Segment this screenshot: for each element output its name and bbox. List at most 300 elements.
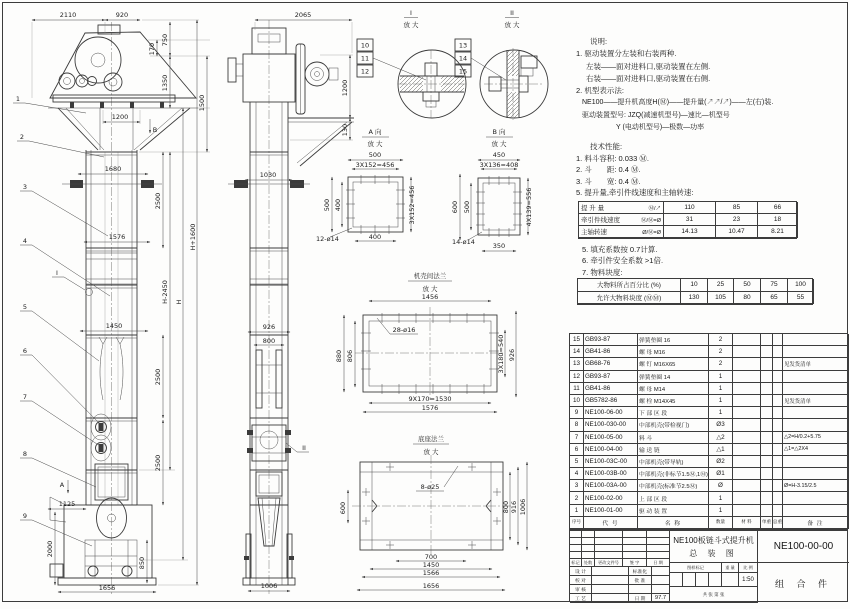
dim-front-2110: 2110: [59, 11, 77, 19]
bom-cell: [773, 383, 783, 395]
bom-cell: [773, 346, 783, 358]
bom-cell: 15: [570, 334, 584, 346]
dim-view-b-holes: 14-ø14: [452, 238, 475, 246]
bom-cell: 中部机壳(带导轨): [638, 456, 709, 468]
bom-cell: [761, 468, 773, 480]
chg-label: 签 字: [623, 559, 647, 567]
tech-title: 技术性能:: [590, 142, 623, 151]
stamp-label: 比 例: [739, 563, 758, 573]
dim-front-h2450: H-2450: [161, 280, 169, 304]
detail-ii-title: II: [510, 9, 514, 17]
perf-value: 10.47: [716, 226, 758, 238]
bom-cell: [783, 346, 849, 358]
balloon-3: 3: [22, 183, 28, 191]
casing-flange-detail: [335, 271, 516, 412]
bom-cell: [773, 407, 783, 419]
stamp-header: [670, 563, 758, 573]
tech-section: [568, 141, 850, 199]
flange-title: 机壳间法兰: [413, 272, 447, 280]
bom-header-cell: 序号: [570, 517, 584, 529]
dim-front-2500c: 2500: [154, 454, 162, 472]
bom-cell: [773, 395, 783, 407]
bom-cell: [761, 334, 773, 346]
bom-cell: [733, 358, 761, 370]
dim-view-a-400-left: 400: [334, 198, 342, 212]
bom-cell: 6: [570, 444, 584, 456]
bom-cell: GB41-86: [584, 383, 638, 395]
view-b-title: B 向: [492, 128, 506, 136]
bom-cell: 驱 动 装 置: [638, 505, 709, 517]
tech-line: 3. 斗 宽: 0.4 Ⓜ.: [576, 176, 641, 186]
lump-value: 130: [681, 292, 708, 305]
dim-front-1656: 1656: [98, 584, 116, 592]
bom-cell: Ø=H-3.15/2.5: [783, 480, 849, 492]
dim-front-2500b: 2500: [154, 368, 162, 386]
bom-cell: 2: [570, 492, 584, 504]
bom-cell: 7: [570, 432, 584, 444]
view-a-enlarge-label: 放 大: [367, 140, 383, 148]
balloon-11: 11: [360, 54, 370, 63]
bom-cell: 10: [570, 395, 584, 407]
bom-cell: 螺 钉 M16X65: [638, 358, 709, 370]
tech-line: 1. 料斗容积: 0.033 Ⓜ.: [576, 153, 649, 163]
lump-value: 100: [788, 279, 814, 292]
bom-cell: [761, 432, 773, 444]
bom-cell: 下 部 区 段: [638, 407, 709, 419]
part-class: 组 合 件: [774, 578, 832, 589]
bom-cell: [773, 468, 783, 480]
dim-base-1566: 1566: [422, 569, 440, 577]
base-enlarge-label: 放 大: [423, 448, 439, 456]
dim-side-130: 130: [341, 123, 349, 137]
bom-header-cell: 材 料: [733, 517, 761, 529]
dim-base-1656: 1656: [422, 582, 440, 590]
mid-notes-section: [568, 244, 850, 278]
bom-cell: 中部机壳(非标节1.5Ⓜ,1Ⓜ): [638, 468, 709, 480]
dim-front-1125: 1125: [58, 500, 76, 508]
bom-cell: [733, 444, 761, 456]
bom-cell: [783, 456, 849, 468]
bom-cell: △1: [709, 444, 733, 456]
lump-value: 50: [734, 279, 761, 292]
dim-base-1006: 1006: [519, 498, 527, 516]
bom-cell: [733, 468, 761, 480]
bom-cell: [783, 334, 849, 346]
bom-cell: 上 部 区 段: [638, 492, 709, 504]
bom-cell: [783, 419, 849, 431]
bom-cell: 见发货清单: [783, 358, 849, 370]
bom-cell: [733, 334, 761, 346]
dim-view-a-pitch-top: 3X152=456: [355, 161, 395, 169]
perf-value: 31: [664, 214, 716, 226]
bom-header-cell: 总重: [773, 517, 783, 529]
bom-cell: [733, 505, 761, 517]
bom-cell: [773, 456, 783, 468]
sig-label: 校 对: [570, 576, 592, 585]
balloon-7: 7: [22, 393, 28, 401]
chg-label: 标记: [570, 559, 582, 567]
dim-flange-880: 880: [335, 349, 343, 363]
bom-cell: [761, 492, 773, 504]
dim-view-b-pitch-top: 3X136=408: [479, 161, 519, 169]
dim-side-2065: 2065: [294, 11, 312, 19]
bom-cell: 1: [709, 383, 733, 395]
dim-base-1450: 1450: [422, 561, 440, 569]
dim-flange-1456: 1456: [421, 293, 439, 301]
signature-grid: [570, 567, 670, 603]
bom-cell: [761, 358, 773, 370]
dim-base-600: 600: [339, 501, 347, 515]
sheet-name: 总 装 图: [689, 548, 738, 558]
dim-flange-926: 926: [508, 348, 516, 362]
detail-i-title: I: [410, 9, 412, 17]
dim-side-1006: 1006: [260, 582, 278, 590]
bom-cell: [761, 505, 773, 517]
bom-cell: 1: [709, 407, 733, 419]
bom-header-cell: 备 注: [783, 517, 849, 529]
perf-row-unit: Ⓜ/Ⓜ=Ø: [640, 217, 661, 224]
bom-cell: [761, 419, 773, 431]
sig-label: 日 期: [629, 594, 652, 603]
bom-cell: △1=△2X4: [783, 444, 849, 456]
lump-size-table: [577, 278, 813, 305]
bom-cell: GB41-86: [584, 346, 638, 358]
dim-flange-1530: 9X170=1530: [408, 395, 452, 403]
bom-cell: [783, 407, 849, 419]
dim-front-1350: 1350: [161, 74, 169, 92]
bom-cell: [733, 456, 761, 468]
perf-row-unit: Ⓜ/↗: [648, 205, 661, 212]
bom-cell: [783, 383, 849, 395]
note-line: 7. 物料块度:: [582, 267, 623, 277]
marker-view-b: B: [152, 126, 158, 134]
dim-front-h: H: [175, 299, 183, 305]
note-line: 左装——面对进料口,驱动装置在左侧.: [586, 61, 711, 71]
bom-cell: [773, 358, 783, 370]
bom-cell: 料 斗: [638, 432, 709, 444]
dim-view-a-500-left: 500: [323, 198, 331, 212]
bom-cell: [773, 480, 783, 492]
perf-row-label: 牵引件线速度: [581, 217, 620, 224]
dim-front-1200: 1200: [111, 113, 129, 121]
bom-cell: 中部机壳(标准节2.5Ⓜ): [638, 480, 709, 492]
bom-cell: 3: [570, 480, 584, 492]
note-line: 5. 填充系数按 0.7计算.: [582, 245, 658, 254]
dim-front-2000: 2000: [46, 540, 54, 558]
change-record-grid: [570, 531, 670, 559]
bom-header-cell: 数量: [709, 517, 733, 529]
bom-cell: [733, 492, 761, 504]
dim-front-850: 850: [138, 556, 146, 570]
view-b-detail: [451, 127, 533, 251]
bom-cell: [773, 419, 783, 431]
dim-front-750: 750: [161, 33, 169, 47]
dim-base-916: 916: [510, 500, 518, 514]
bom-cell: GB5782-86: [584, 395, 638, 407]
perf-value: 85: [716, 202, 758, 214]
dim-front-1680: 1680: [104, 165, 122, 173]
bom-cell: 见发货清单: [783, 395, 849, 407]
lump-row-label: 大物料所占百分比 (%): [578, 279, 681, 292]
bom-cell: 2: [709, 346, 733, 358]
detail-ii-enlarge-label: 放 大: [504, 21, 520, 29]
bom-cell: GB93-87: [584, 334, 638, 346]
bom-cell: [773, 444, 783, 456]
dim-front-h1600: H+1600: [189, 223, 197, 251]
dim-view-a-holes: 12-ø14: [316, 235, 339, 243]
bom-cell: [783, 505, 849, 517]
bom-cell: Ø: [709, 480, 733, 492]
bom-cell: [761, 395, 773, 407]
bom-cell: 2: [709, 358, 733, 370]
sig-label: 审 核: [570, 585, 592, 594]
dim-flange-540: 3X180=540: [497, 334, 505, 374]
bom-cell: 螺 栓 M14X45: [638, 395, 709, 407]
balloon-8: 8: [22, 450, 28, 458]
bom-cell: 螺 母 M16: [638, 346, 709, 358]
lump-row-label: 允许大物料块度 (ⓂⓂ): [578, 292, 681, 305]
balloon-5: 5: [22, 303, 28, 311]
perf-value: 8.21: [758, 226, 798, 238]
balloon-1: 1: [15, 95, 21, 103]
chg-label: 日 期: [647, 559, 670, 567]
sig-label: 标准化: [629, 567, 652, 576]
bom-cell: NE100-03C-00: [584, 456, 638, 468]
bom-header-cell: 名 称: [638, 517, 709, 529]
date-value: 97.7: [652, 594, 670, 603]
detail-i-enlarge-label: 放 大: [403, 21, 419, 29]
note-line: Y (电动机型号)—极数—功率: [616, 124, 705, 132]
notes-section: [568, 36, 850, 134]
balloon-4: 4: [22, 237, 28, 245]
bom-cell: Ø3: [709, 419, 733, 431]
bom-cell: NE100-04-00: [584, 444, 638, 456]
dim-front-1450: 1450: [105, 322, 123, 330]
view-a-title: A 向: [368, 128, 382, 136]
balloon-15: 15: [458, 67, 468, 76]
dim-flange-1576: 1576: [421, 404, 439, 412]
title-block: [569, 530, 848, 602]
lump-value: 80: [734, 292, 761, 305]
bom-cell: 5: [570, 456, 584, 468]
bom-cell: [761, 371, 773, 383]
lump-value: 55: [788, 292, 814, 305]
sig-label: 批 准: [629, 576, 652, 585]
bom-cell: GB93-87: [584, 371, 638, 383]
base-flange-detail: [339, 434, 527, 590]
stamp-label: 重 量: [722, 563, 739, 573]
lump-value: 10: [681, 279, 708, 292]
bom-cell: [733, 419, 761, 431]
tech-line: 5. 提升量,牵引件线速度和主轴转速:: [576, 188, 694, 198]
bom-header-cell: 单重: [761, 517, 773, 529]
scale-value: 1:50: [739, 573, 758, 587]
bom-cell: [773, 492, 783, 504]
bom-cell: [761, 383, 773, 395]
perf-value: 110: [664, 202, 716, 214]
bom-cell: [733, 432, 761, 444]
balloon-10: 10: [360, 41, 370, 50]
bom-cell: 2: [709, 334, 733, 346]
bom-cell: [783, 468, 849, 480]
dim-view-a-400-bottom: 400: [368, 233, 382, 241]
perf-row-label: 主轴转速: [581, 229, 607, 236]
lump-value: 105: [708, 292, 734, 305]
title-area: [670, 531, 758, 563]
perf-row-unit: Ø/Ⓜ=Ø: [642, 229, 661, 236]
dim-view-b-450: 450: [492, 151, 506, 159]
bom-cell: [733, 346, 761, 358]
note-line: 1. 驱动装置分左装和右装两种.: [576, 49, 677, 59]
dim-front-2500a: 2500: [154, 192, 162, 210]
marker-detail-ii: II: [302, 444, 306, 452]
bom-cell: 1: [570, 505, 584, 517]
dim-side-1200: 1200: [341, 79, 349, 97]
chg-label: 更改文件号: [595, 559, 623, 567]
lump-value: 75: [761, 279, 788, 292]
notes-title: 说明:: [590, 37, 608, 46]
bom-cell: 1: [709, 492, 733, 504]
tech-line: 2. 斗 距: 0.4 Ⓜ.: [576, 165, 641, 175]
bom-cell: Ø1: [709, 468, 733, 480]
bom-cell: [761, 456, 773, 468]
dim-front-170: 170: [148, 42, 156, 56]
bom-cell: 1: [709, 371, 733, 383]
bom-cell: [761, 346, 773, 358]
note-line: 驱动装置型号: JZQ(减速机型号)—速比—机型号: [582, 111, 730, 119]
bom-cell: NE100-03A-00: [584, 480, 638, 492]
bom-cell: 14: [570, 346, 584, 358]
stamp-label: 图样标记: [670, 563, 722, 573]
bom-cell: [733, 480, 761, 492]
balloon-6: 6: [22, 347, 28, 355]
note-line: 右装——面对进料口,驱动装置在右侧.: [586, 73, 711, 83]
note-line: 6. 牵引件安全系数 >1倍.: [582, 256, 664, 266]
bom-cell: 11: [570, 383, 584, 395]
bom-cell: [783, 492, 849, 504]
bom-cell: NE100-02-00: [584, 492, 638, 504]
perf-row-label: 提 升 量: [581, 205, 605, 212]
bom-cell: [773, 432, 783, 444]
perf-value: 18: [758, 214, 798, 226]
change-record-header: [570, 559, 670, 567]
balloon-13: 13: [458, 41, 468, 50]
bom-cell: 1: [709, 505, 733, 517]
bom-cell: 12: [570, 371, 584, 383]
flange-enlarge-label: 放 大: [422, 285, 438, 293]
dim-side-926: 926: [262, 323, 276, 331]
dim-side-800: 800: [262, 337, 276, 345]
balloon-9: 9: [22, 512, 28, 520]
side-elevation-view: [228, 11, 354, 594]
bom-cell: 弹簧垫圈 16: [638, 334, 709, 346]
chg-label: 处数: [582, 559, 595, 567]
performance-table: [578, 201, 797, 239]
lump-value: 25: [708, 279, 734, 292]
sig-label: 设 计: [570, 567, 592, 576]
lump-value: 65: [761, 292, 788, 305]
bom-cell: [773, 371, 783, 383]
note-line: NE100——提升机高度H(Ⓜ)——提升量(↗↗/↗)——左(右)装.: [582, 99, 774, 107]
bom-cell: NE100-030-00: [584, 419, 638, 431]
bom-cell: 中部机壳(带检视门): [638, 419, 709, 431]
marker-detail-i: I: [56, 269, 58, 277]
dim-view-b-pitch-right: 4X139=556: [525, 187, 533, 227]
bom-cell: GB68-76: [584, 358, 638, 370]
bom-cell: 弹簧垫圈 14: [638, 371, 709, 383]
drawing-number: NE100-00-00: [758, 531, 849, 563]
dim-view-b-600: 600: [451, 200, 459, 214]
bom-cell: 输 送 链: [638, 444, 709, 456]
bom-cell: 8: [570, 419, 584, 431]
dim-front-1576: 1576: [108, 233, 126, 241]
product-name: NE100板链斗式提升机: [673, 535, 754, 545]
bom-cell: NE100-01-00: [584, 505, 638, 517]
dim-front-1500: 1500: [198, 94, 206, 112]
balloon-12: 12: [360, 67, 370, 76]
bom-cell: [783, 371, 849, 383]
view-a-detail: [316, 127, 416, 243]
perf-value: 66: [758, 202, 798, 214]
bom-cell: NE100-06-00: [584, 407, 638, 419]
bom-cell: △2=H/0.2+5.75: [783, 432, 849, 444]
bom-table: [569, 333, 848, 530]
marker-view-a: A: [59, 481, 65, 489]
bom-cell: 1: [709, 395, 733, 407]
bom-cell: NE100-03B-00: [584, 468, 638, 480]
bom-cell: NE100-05-00: [584, 432, 638, 444]
bom-cell: [733, 395, 761, 407]
bom-cell: △2: [709, 432, 733, 444]
dim-view-b-350: 350: [492, 242, 506, 250]
balloon-2: 2: [19, 133, 25, 141]
sheet-count: 共 张 第 张: [670, 587, 758, 603]
dim-base-holes: 8-ø25: [420, 483, 440, 491]
base-title: 底座法兰: [418, 435, 444, 443]
stamp-boxes: [670, 573, 758, 587]
dim-side-1030: 1030: [259, 171, 277, 179]
dim-front-920: 920: [115, 11, 129, 19]
bom-cell: 4: [570, 468, 584, 480]
bom-cell: [761, 407, 773, 419]
bom-cell: [773, 334, 783, 346]
dim-base-700: 700: [424, 553, 438, 561]
bom-cell: Ø2: [709, 456, 733, 468]
dim-base-800: 800: [502, 500, 510, 514]
dim-view-a-pitch-right: 3X152=456: [408, 185, 416, 225]
dim-flange-holes: 28-ø16: [392, 326, 416, 334]
dim-view-a-500-top: 500: [368, 151, 382, 159]
bom-cell: [761, 444, 773, 456]
detail-i-view: [357, 9, 466, 118]
perf-value: 14.13: [664, 226, 716, 238]
bom-cell: 螺 母 M14: [638, 383, 709, 395]
detail-ii-view: [455, 9, 548, 120]
perf-value: 23: [716, 214, 758, 226]
bom-cell: [773, 505, 783, 517]
view-b-enlarge-label: 放 大: [491, 140, 507, 148]
balloon-14: 14: [458, 54, 468, 63]
front-elevation-view: [13, 11, 210, 594]
sig-label: 工 艺: [570, 594, 592, 603]
bom-header-cell: 代 号: [584, 517, 638, 529]
bom-cell: [733, 407, 761, 419]
note-line: 2. 机型表示法:: [576, 86, 624, 96]
bom-cell: 9: [570, 407, 584, 419]
dim-view-b-500: 500: [463, 200, 471, 214]
bom-cell: [733, 371, 761, 383]
bom-cell: [733, 383, 761, 395]
